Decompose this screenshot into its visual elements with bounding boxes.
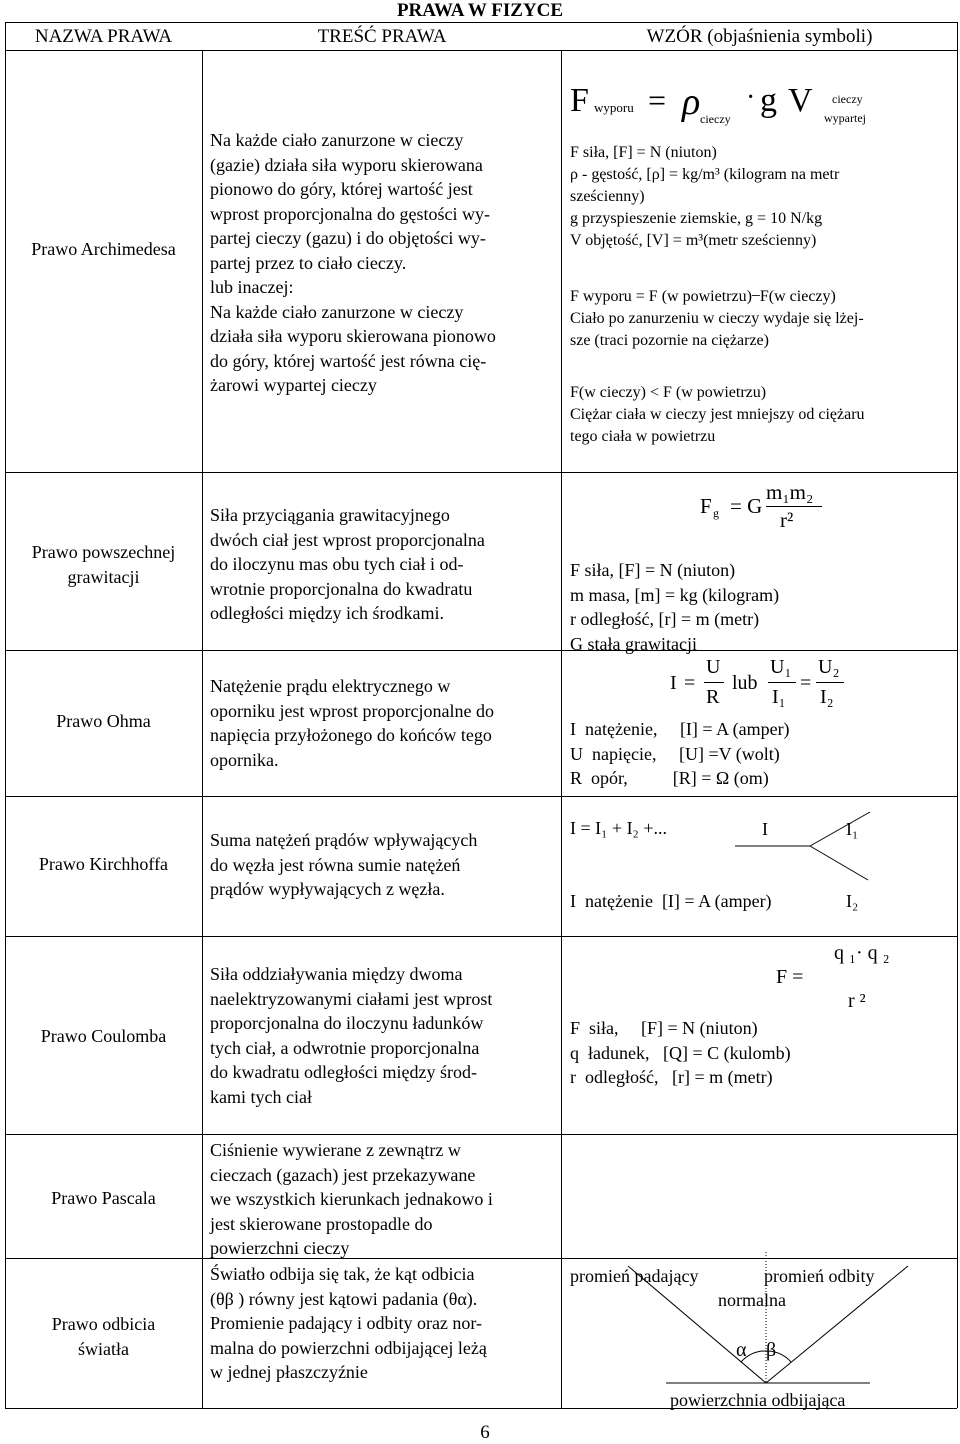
kirchhoff-formula: I = I₁ + I₂ +... [570,818,667,838]
law-content-reflection: Światło odbija się tak, że kąt odbicia (θβ ) równy jest kątowi padania (θα). Promienie padający i odbity oraz nor- malna do powierzchni odbijającej leżą w jednej płaszczyźnie [210,1264,487,1382]
law-name-reflection: Prawo odbicia światła [51,1314,156,1359]
law-name-kirchhoff: Prawo Kirchhoffa [38,854,169,874]
coulomb-symbols: F siła, [F] = N (niuton) q ładunek, [Q] = C (kulomb) r odległość, [r] = m (metr) [570,1018,791,1087]
coulomb-formula: F = q ₁· q ₂ r ² [776,942,890,1012]
law-name-gravity: Prawo powszechnej grawitacji [31,542,176,587]
surface-label: powierzchnia odbijająca [670,1390,846,1410]
law-name-coulomb: Prawo Coulomba [40,1026,167,1046]
incident-ray-label: promień padający [570,1266,699,1286]
archimedes-symbols: F siła, [F] = N (niuton) ρ - gęstość, [ρ] = kg/m³ (kilogram na metr sześcienny) g przyspieszenie ziemskie, g = 10 N/kg V objętość, [V] = m³(metr sześcienny) [570,144,840,249]
ohm-symbols: I natężenie, [I] = A (amper) U napięcie, [U] =V (wolt) R opór, [R] = Ω (om) [570,719,790,788]
kirchhoff-out2-label: I₂ [846,891,859,911]
archimedes-formula-2: F wyporu = F (w powietrzu) ̶ F(w cieczy) Ciało po zanurzeniu w cieczy wydaje się lżej- sze (traci pozornie na ciężarze) [570,288,864,349]
normal-label: normalna [718,1290,786,1310]
archimedes-formula: F wyporu = ρ cieczy · g V cieczy wypartej [570,81,866,126]
page-number: 6 [480,1422,490,1443]
law-name-archimedes: Prawo Archimedesa [31,239,176,259]
document-title: PRAWA W FIZYCE [396,0,564,21]
law-content-ohm: Natężenie prądu elektrycznego w oporniku jest wprost proporcjonalne do napięcia przyłożonego do końców tego opornika. [210,676,494,770]
header-name: NAZWA PRAWA [34,26,173,47]
law-name-ohm: Prawo Ohma [56,711,151,731]
beta-label: β [766,1339,777,1361]
kirchhoff-in-label: I [762,819,768,839]
law-content-coulomb: Siła oddziaływania między dwoma naelektryzowanymi ciałami jest wprost proporcjonalna do iloczynu ładunków tych ciał, a odwrotnie proporcjonalna do kwadratu odległości między środ- kami tych ciał [210,964,493,1107]
law-content-kirchhoff: Suma natężeń prądów wpływających do węzła jest równa sumie natężeń prądów wypływających z węzła. [210,830,478,899]
ohm-formula: I = U R lub U₁ I₁ = U₂ I₂ [670,656,870,714]
law-content-gravity: Siła przyciągania grawitacyjnego dwóch ciał jest wprost proporcjonalna do iloczynu mas obu tych ciał i od- wrotnie proporcjonalna do kwadratu odległości między ich środkami. [210,505,485,623]
header-content: TREŚĆ PRAWA [317,26,447,47]
kirchhoff-out1-label: I₁ [846,819,859,839]
law-content-pascal: Ciśnienie wywierane z zewnątrz w cieczach (gazach) jest przekazywane we wszystkich kierunkach jednakowo i jest skierowane prostopadle do powierzchni cieczy [210,1140,493,1258]
alpha-label: α [736,1339,747,1361]
header-formula: WZÓR (objaśnienia symboli) [646,26,873,47]
kirchhoff-desc: I natężenie [I] = A (amper) [570,891,772,911]
reflected-ray-label: promień odbity [764,1266,875,1286]
law-content-archimedes: Na każde ciało zanurzone w cieczy (gazie) działa siła wyporu skierowana pionowo do góry, której wartość jest wprost proporcjonalna do gęstości wy- partej cieczy (gazu) i do objętości wy- partej przez to ciało cieczy. lub inaczej: Na każde ciało zanurzone w cieczy działa siła wyporu skierowana pionowo do góry, której wartość jest równa cię- żarowi wypartej cieczy [210,130,496,395]
gravity-symbols: F siła, [F] = N (niuton) m masa, [m] = kg (kilogram) r odległość, [r] = m (metr) G stała grawitacji [570,560,780,654]
law-name-pascal: Prawo Pascala [51,1188,156,1208]
gravity-formula: F g = G m₁m₂ r² [700,480,850,540]
archimedes-formula-3: F(w cieczy) < F (w powietrzu) Ciężar ciała w cieczy jest mniejszy od ciężaru tego ciała w powietrzu [570,384,865,445]
